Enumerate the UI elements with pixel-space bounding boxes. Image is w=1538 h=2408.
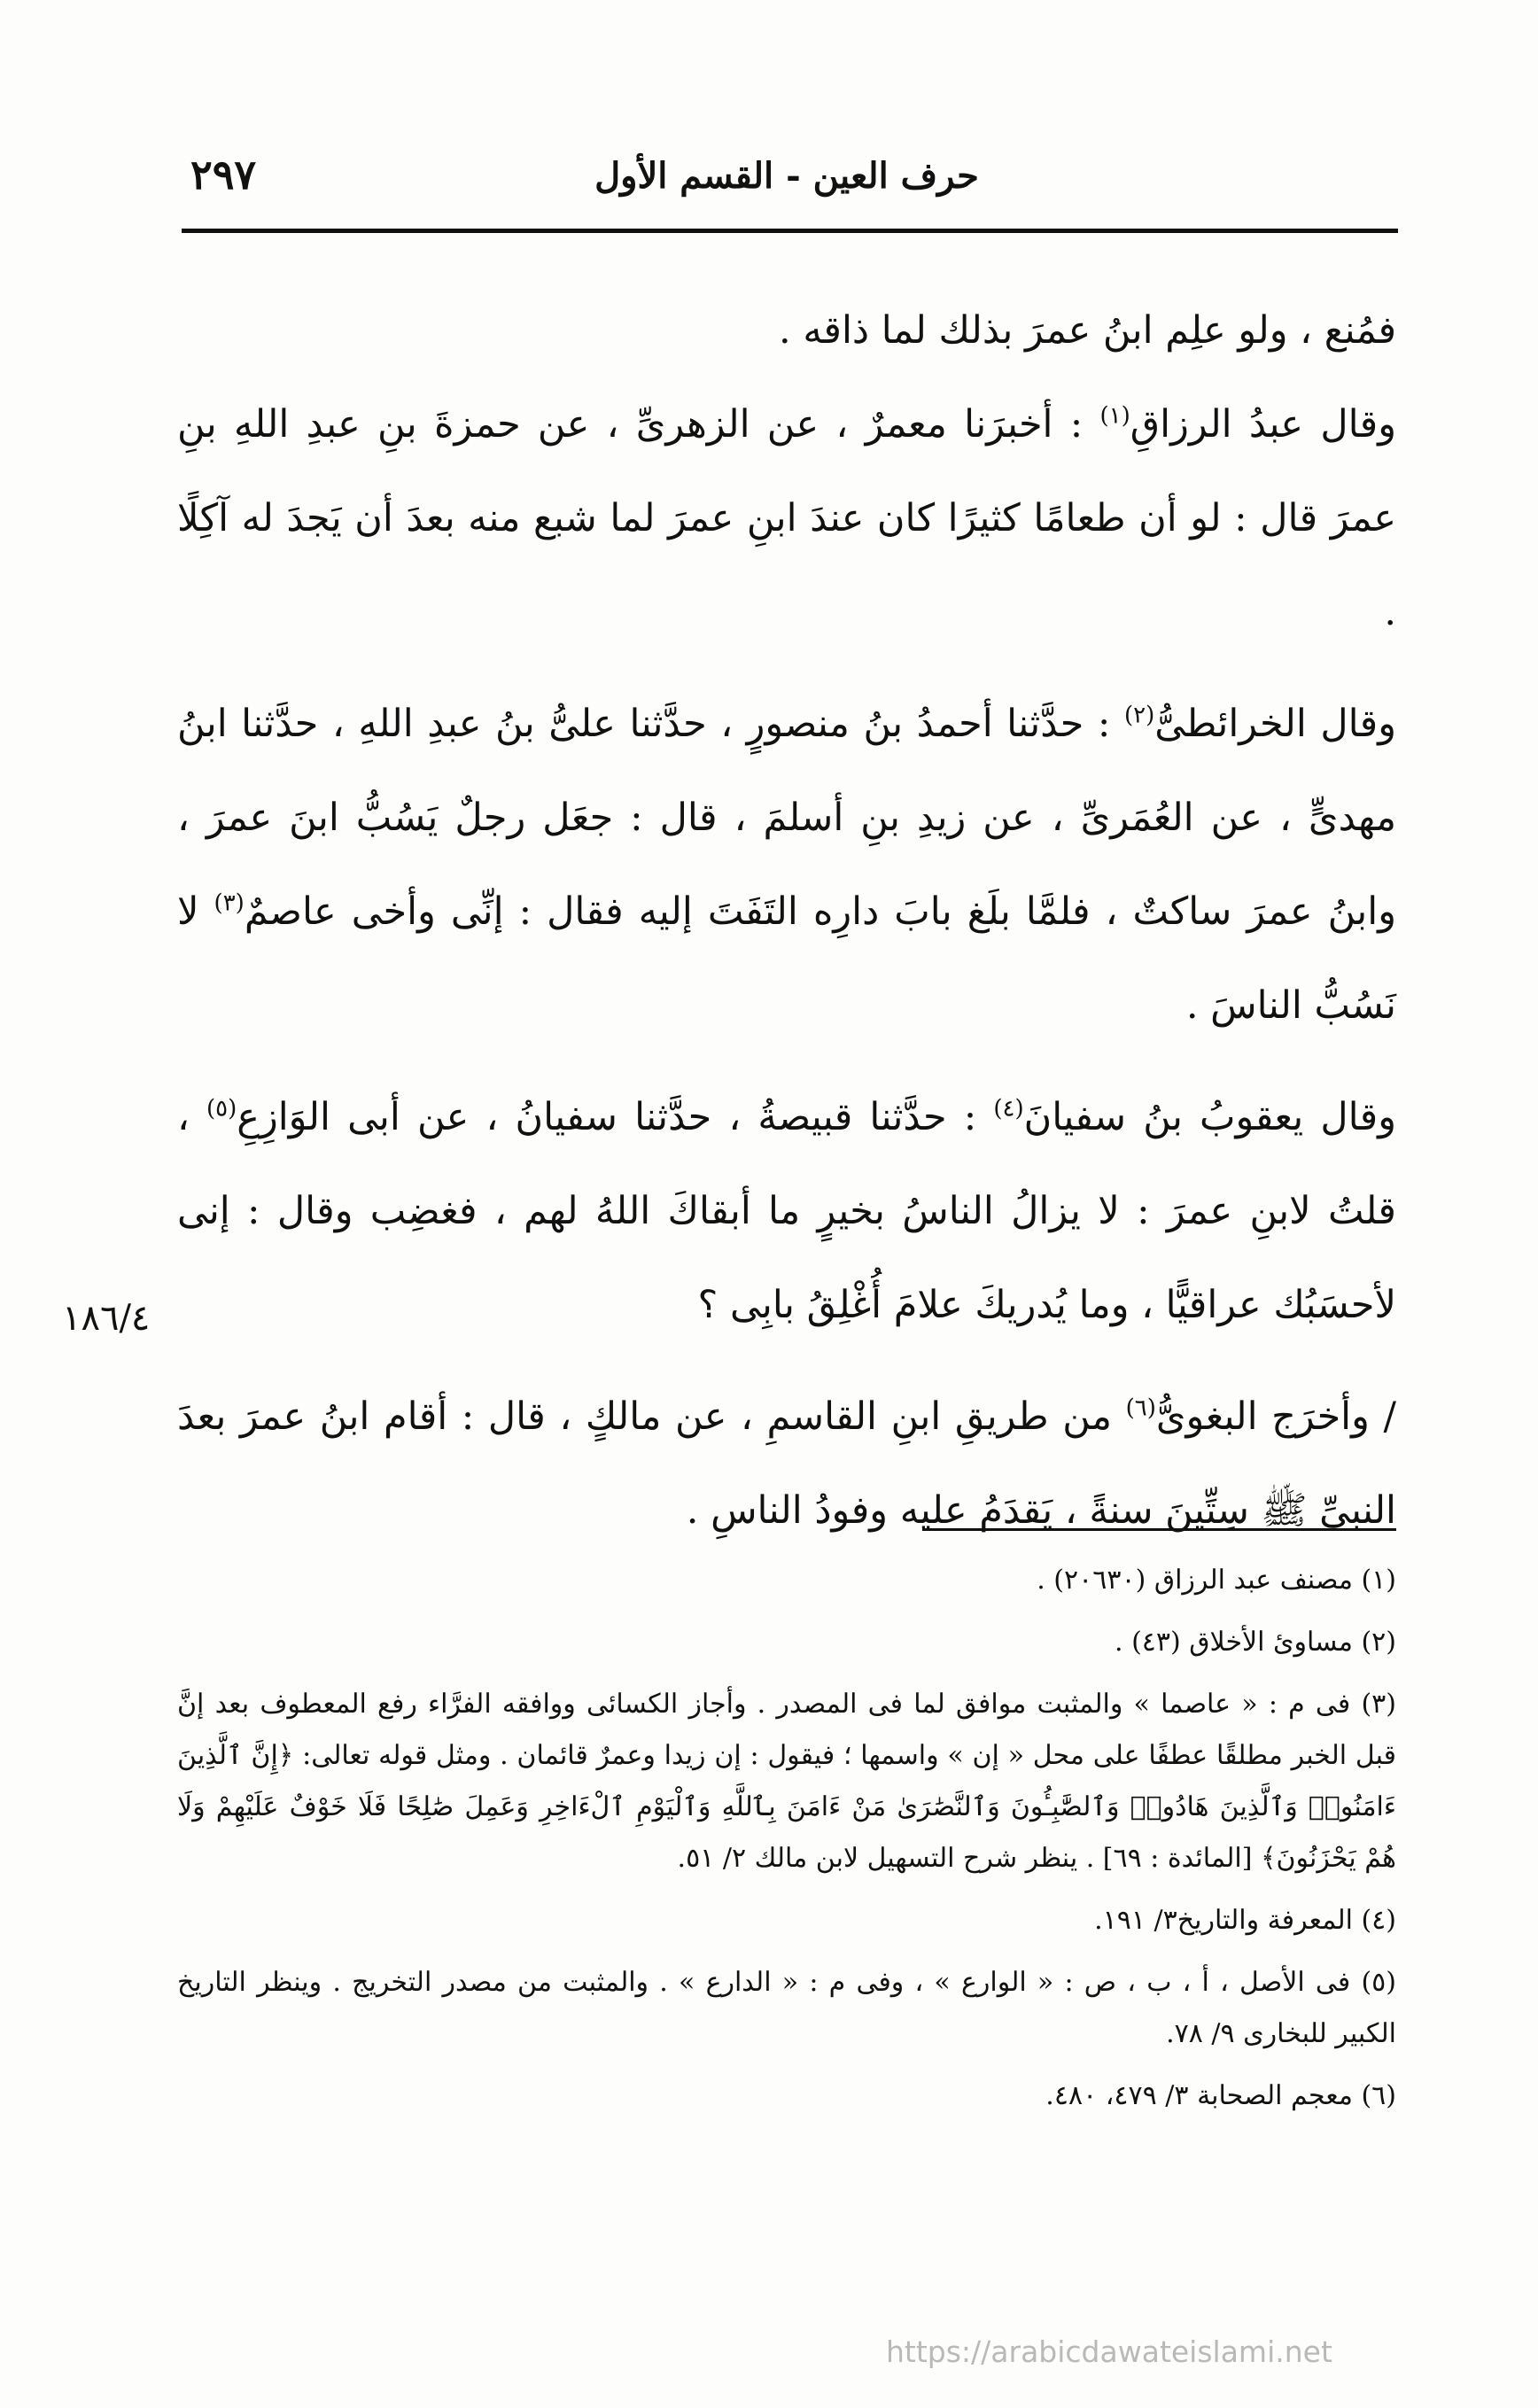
page-header bbox=[177, 151, 1396, 230]
main-text bbox=[177, 284, 1396, 1575]
text-run: : حدَّثنا أحمدُ بنُ منصورٍ ، حدَّثنا علىُّ بنُ عبدِ اللهِ ، حدَّثنا ابنُ مهدىٍّ ، عن العُمَرىِّ ، عن زيدِ بنِ أسلمَ ، قال : جعَل رجلٌ يَسُبُّ ابنَ عمرَ ، وابنُ عمرَ ساكتٌ ، فلمَّا بلَغ بابَ دارِه التَفَتَ إليه فقال : إنِّى وأخى عاصمٌ bbox=[177, 702, 1396, 934]
text-run: لا نَسُبُّ الناسَ . bbox=[177, 889, 1396, 1028]
footnotes bbox=[177, 1555, 1396, 2132]
paragraph-3 bbox=[177, 677, 1396, 1053]
footnote-2: (٢) مساوئ الأخلاق (٤٣) . bbox=[1115, 1627, 1396, 1658]
footnote-4: (٤) المعرفة والتاريخ٣/ ١٩١. bbox=[1094, 1905, 1396, 1936]
footnote-ref-1: (١) bbox=[1099, 402, 1130, 430]
text-run: / وأخرَج البغوىُّ bbox=[1155, 1394, 1396, 1439]
text-run: وقال عبدُ الرزاقِ bbox=[1130, 402, 1396, 447]
paragraph-4 bbox=[177, 1070, 1396, 1352]
page-number: ٢٩٧ bbox=[190, 151, 257, 198]
text-run: ، قلتُ لابنِ عمرَ : لا يزالُ الناسُ بخيرٍ ما أبقاكَ اللهُ لهم ، فغضِب وقال : إنى لأحسَبُك عراقيًّا ، وما يُدريكَ علامَ أُغْلِقُ بابِى ؟ bbox=[177, 1095, 1396, 1327]
footnote-5: (٥) فى الأصل ، أ ، ب ، ص : « الوارع » ، وفى م : « الدارع » . والمثبت من مصدر التخريج . وينظر التاريخ الكبير للبخارى ٩/ ٧٨. bbox=[177, 1967, 1396, 2049]
footnote-6: (٦) معجم الصحابة ٣/ ٤٧٩، ٤٨٠. bbox=[1045, 2080, 1396, 2111]
paragraph-1: فمُنع ، ولو علِم ابنُ عمرَ بذلك لما ذاقه . bbox=[779, 308, 1396, 353]
footnote-ref-6: (٦) bbox=[1125, 1394, 1156, 1422]
watermark-url: https://arabicdawateislami.net bbox=[886, 2334, 1332, 2369]
footnote-3: (٣) فى م : « عاصما » والمثبت موافق لما فى المصدر . وأجاز الكسائى ووافقه الفرَّاء رفع المعطوف بعد إنَّ قبل الخبر مطلقًا عطفًا على محل « إن » واسمها ؛ فيقول : إن زيدا وعمرٌ قائمان . ومثل قوله تعالى: ﴿إِنَّ ٱلَّذِينَ ءَامَنُوا۟ وَٱلَّذِينَ هَادُوا۟ وَٱلصَّٰبِـُٔونَ وَٱلنَّصَٰرَىٰ مَنْ ءَامَنَ بِٱللَّهِ وَٱلْيَوْمِ ٱلْءَاخِرِ وَعَمِلَ صَٰلِحًا فَلَا خَوْفٌ عَلَيْهِمْ وَلَا هُمْ يَحْزَنُونَ﴾ [المائدة : ٦٩] . ينظر شرح التسهيل لابن مالك ٢/ ٥١. bbox=[177, 1689, 1396, 1874]
header-rule bbox=[182, 229, 1398, 233]
running-head: حرف العين - القسم الأول bbox=[594, 155, 979, 197]
text-run: وقال يعقوبُ بنُ سفيانَ bbox=[1023, 1095, 1397, 1139]
text-run: وقال الخرائطىُّ bbox=[1154, 702, 1396, 746]
footnote-1: (١) مصنف عبد الرزاق (٢٠٦٣٠) . bbox=[1037, 1565, 1396, 1596]
footnote-ref-2: (٢) bbox=[1123, 702, 1155, 729]
footnote-separator bbox=[922, 1528, 1396, 1531]
volume-page-marker: ١٨٦/٤ bbox=[62, 1298, 151, 1339]
footnote-ref-4: (٤) bbox=[993, 1095, 1024, 1122]
text-run: : أخبرَنا معمرٌ ، عن الزهرىِّ ، عن حمزةَ بنِ عبدِ اللهِ بنِ عمرَ قال : لو أن طعامًا كثيرًا كان عندَ ابنِ عمرَ لما شبع منه بعدَ أن يَجدَ له آكِلًا . bbox=[177, 402, 1396, 634]
text-run: : حدَّثنا قبيصةُ ، حدَّثنا سفيانُ ، عن أبى الوَازِعِ bbox=[237, 1095, 994, 1139]
text-run: من طريقِ ابنِ القاسمِ ، عن مالكٍ ، قال : أقام ابنُ عمرَ بعدَ النبىِّ ﷺ سِتِّينَ سنةً ، يَقدَمُ عليه وفودُ الناسِ . bbox=[177, 1394, 1396, 1533]
footnote-ref-5: (٥) bbox=[206, 1095, 237, 1122]
paragraph-2 bbox=[177, 377, 1396, 659]
footnote-ref-3: (٣) bbox=[214, 889, 245, 917]
